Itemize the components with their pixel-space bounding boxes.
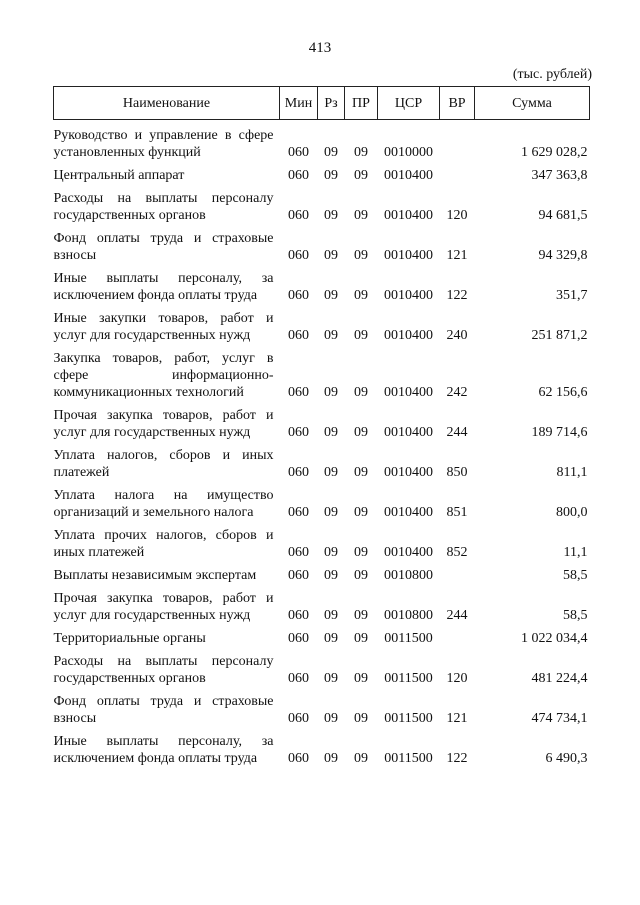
row-pr: 09 (354, 385, 368, 400)
table-header-row (54, 87, 590, 120)
row-min: 060 (288, 751, 309, 766)
table-row (54, 264, 590, 304)
row-name: Фонд оплаты труда и страховые взносы (53, 694, 274, 726)
row-sum: 347 363,8 (531, 168, 588, 183)
units-label: (тыс. рублей) (512, 67, 592, 82)
row-vr: 244 (446, 608, 468, 623)
row-csr: 0011500 (384, 711, 433, 726)
row-vr: 244 (446, 425, 468, 440)
row-vr (440, 120, 475, 162)
row-pr: 09 (354, 671, 368, 686)
row-rz: 09 (324, 328, 338, 343)
row-csr: 0010000 (384, 145, 433, 160)
row-rz: 09 (324, 545, 338, 560)
row-rz: 09 (324, 505, 338, 520)
row-pr: 09 (354, 751, 368, 766)
row-sum: 251 871,2 (531, 328, 588, 343)
row-pr: 09 (354, 545, 368, 560)
row-min: 060 (288, 208, 309, 223)
header-pr: ПР (345, 87, 378, 120)
row-pr: 09 (354, 711, 368, 726)
row-min: 060 (288, 425, 309, 440)
row-vr: 122 (446, 288, 468, 303)
row-min: 060 (288, 145, 309, 160)
row-name: Расходы на выплаты персоналу государственных органов (53, 191, 274, 223)
row-vr: 120 (446, 671, 468, 686)
row-name: Расходы на выплаты персоналу государственных органов (53, 654, 274, 686)
row-pr: 09 (354, 505, 368, 520)
row-rz: 09 (324, 385, 338, 400)
table-row (54, 441, 590, 481)
row-sum: 11,1 (563, 545, 588, 560)
row-rz: 09 (324, 631, 338, 646)
header-min: Мин (280, 87, 318, 120)
row-name: Иные выплаты персоналу, за исключением фонда оплаты труда (53, 734, 274, 766)
row-rz: 09 (324, 751, 338, 766)
row-vr: 852 (446, 545, 468, 560)
row-vr: 240 (446, 328, 468, 343)
row-min: 060 (288, 288, 309, 303)
row-csr: 0010400 (384, 505, 433, 520)
row-min: 060 (288, 608, 309, 623)
table-body (54, 120, 590, 768)
table-row (54, 224, 590, 264)
row-sum: 58,5 (563, 608, 588, 623)
row-csr: 0010800 (384, 608, 433, 623)
row-vr: 851 (446, 505, 468, 520)
header-rz: Рз (318, 87, 345, 120)
table-row (54, 184, 590, 224)
page-number: 413 (308, 40, 332, 56)
row-pr: 09 (354, 168, 368, 183)
row-rz: 09 (324, 168, 338, 183)
header-name: Наименование (54, 87, 280, 120)
row-pr: 09 (354, 145, 368, 160)
row-min: 060 (288, 671, 309, 686)
row-csr: 0011500 (384, 631, 433, 646)
row-vr (440, 161, 475, 184)
row-rz: 09 (324, 248, 338, 263)
row-sum: 189 714,6 (531, 425, 588, 440)
table-row (54, 401, 590, 441)
row-rz: 09 (324, 145, 338, 160)
table-row (54, 161, 590, 184)
header-vr: ВР (440, 87, 475, 120)
row-sum: 474 734,1 (531, 711, 588, 726)
row-name: Иные закупки товаров, работ и услуг для государственных нужд (53, 311, 274, 343)
row-name: Уплата налога на имущество организаций и земельного налога (53, 488, 274, 520)
row-rz: 09 (324, 288, 338, 303)
table-row (54, 521, 590, 561)
row-pr: 09 (354, 208, 368, 223)
row-pr: 09 (354, 465, 368, 480)
row-vr: 120 (446, 208, 468, 223)
row-min: 060 (288, 505, 309, 520)
row-pr: 09 (354, 608, 368, 623)
header-sum: Сумма (475, 87, 590, 120)
row-pr: 09 (354, 568, 368, 583)
table-row (54, 304, 590, 344)
row-vr (440, 624, 475, 647)
row-name: Территориальные органы (53, 631, 206, 646)
table-row (54, 344, 590, 401)
row-sum: 800,0 (556, 505, 588, 520)
row-rz: 09 (324, 465, 338, 480)
row-rz: 09 (324, 568, 338, 583)
row-name: Уплата налогов, сборов и иных платежей (53, 448, 274, 480)
row-pr: 09 (354, 631, 368, 646)
row-vr: 121 (446, 711, 468, 726)
row-sum: 6 490,3 (545, 751, 588, 766)
row-min: 060 (288, 168, 309, 183)
row-name: Фонд оплаты труда и страховые взносы (53, 231, 274, 263)
row-name: Прочая закупка товаров, работ и услуг для государственных нужд (53, 591, 274, 623)
row-rz: 09 (324, 608, 338, 623)
row-csr: 0010400 (384, 288, 433, 303)
row-csr: 0010400 (384, 425, 433, 440)
row-name: Прочая закупка товаров, работ и услуг для государственных нужд (53, 408, 274, 440)
row-csr: 0010400 (384, 545, 433, 560)
header-csr: ЦСР (378, 87, 440, 120)
table-row (54, 584, 590, 624)
row-sum: 62 156,6 (538, 385, 588, 400)
table-row (54, 561, 590, 584)
table-row (54, 727, 590, 767)
row-name: Центральный аппарат (53, 168, 185, 183)
row-sum: 1 022 034,4 (521, 631, 588, 646)
row-min: 060 (288, 631, 309, 646)
row-vr: 242 (446, 385, 468, 400)
row-rz: 09 (324, 425, 338, 440)
row-csr: 0011500 (384, 671, 433, 686)
row-csr: 0010400 (384, 248, 433, 263)
row-min: 060 (288, 545, 309, 560)
row-pr: 09 (354, 328, 368, 343)
row-csr: 0010400 (384, 168, 433, 183)
table-row (54, 687, 590, 727)
row-sum: 811,1 (556, 465, 588, 480)
row-name: Руководство и управление в сфере установленных функций (53, 128, 274, 160)
table-row (54, 481, 590, 521)
row-vr: 850 (446, 465, 468, 480)
row-name: Иные выплаты персоналу, за исключением фонда оплаты труда (53, 271, 274, 303)
row-rz: 09 (324, 208, 338, 223)
row-csr: 0010400 (384, 465, 433, 480)
row-vr: 122 (446, 751, 468, 766)
row-min: 060 (288, 465, 309, 480)
row-pr: 09 (354, 288, 368, 303)
row-sum: 481 224,4 (531, 671, 588, 686)
row-rz: 09 (324, 671, 338, 686)
table-row (54, 624, 590, 647)
row-csr: 0011500 (384, 751, 433, 766)
row-csr: 0010400 (384, 328, 433, 343)
row-csr: 0010400 (384, 208, 433, 223)
row-sum: 94 329,8 (538, 248, 588, 263)
row-min: 060 (288, 568, 309, 583)
row-sum: 1 629 028,2 (521, 145, 588, 160)
row-name: Уплата прочих налогов, сборов и иных платежей (53, 528, 274, 560)
budget-table (53, 86, 590, 767)
row-name: Закупка товаров, работ, услуг в сфере информационно-коммуникационных технологий (53, 351, 274, 400)
row-vr: 121 (446, 248, 468, 263)
row-sum: 351,7 (556, 288, 588, 303)
row-csr: 0010400 (384, 385, 433, 400)
row-min: 060 (288, 711, 309, 726)
row-min: 060 (288, 248, 309, 263)
row-vr (440, 561, 475, 584)
row-pr: 09 (354, 425, 368, 440)
row-rz: 09 (324, 711, 338, 726)
row-min: 060 (288, 328, 309, 343)
row-csr: 0010800 (384, 568, 433, 583)
table-row (54, 647, 590, 687)
row-min: 060 (288, 385, 309, 400)
row-pr: 09 (354, 248, 368, 263)
row-sum: 58,5 (563, 568, 588, 583)
table-row (54, 120, 590, 162)
row-sum: 94 681,5 (538, 208, 588, 223)
row-name: Выплаты независимым экспертам (53, 568, 257, 583)
